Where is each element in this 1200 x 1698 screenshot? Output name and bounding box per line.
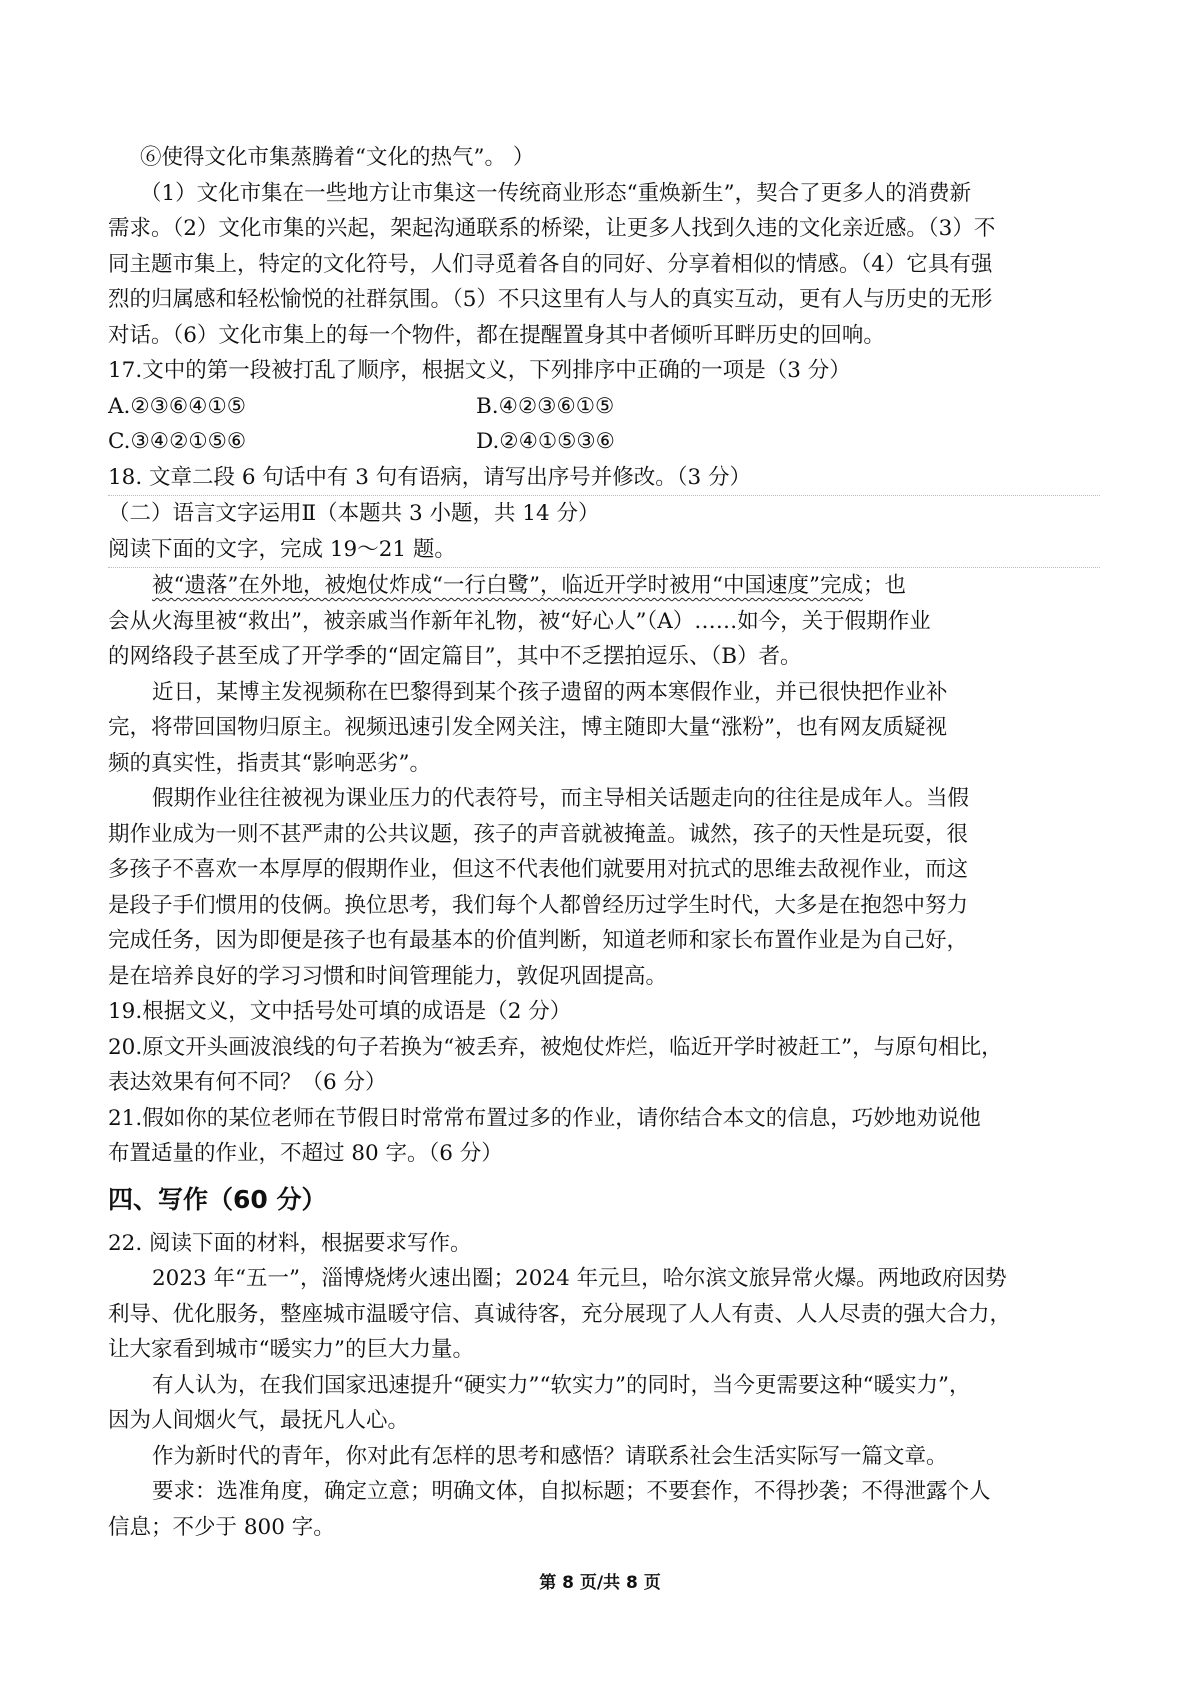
question-19: 19.根据文义，文中括号处可填的成语是（2 分） bbox=[108, 999, 572, 1024]
option-d: D.②④①⑤③⑥ bbox=[476, 429, 615, 454]
passage2-line: 期作业成为一则不甚严肃的公共议题，孩子的声音就被掩盖。诚然，孩子的天性是玩耍，很 bbox=[108, 821, 969, 847]
passage1-line: 同主题市集上，特定的文化符号，人们寻觅着各自的同好、分享着相似的情感。（4）它具有强 bbox=[108, 251, 993, 277]
passage2-line: 频的真实性，指责其“影响恶劣”。 bbox=[108, 750, 431, 776]
writing-material-line: 有人认为，在我们国家迅速提升“硬实力”“软实力”的同时，当今更需要这种“暖实力”， bbox=[152, 1372, 971, 1398]
writing-requirements-cont: 信息；不少于 800 字。 bbox=[108, 1514, 335, 1540]
writing-prompt: 作为新时代的青年，你对此有怎样的思考和感悟？请联系社会生活实际写一篇文章。 bbox=[152, 1443, 948, 1469]
passage2-line: 会从火海里被“救出”，被亲戚当作新年礼物，被“好心人”（A）……如今，关于假期作业 bbox=[108, 608, 931, 634]
passage2-paragraph1-line1 bbox=[108, 568, 1100, 604]
writing-material-line: 2023 年“五一”，淄博烧烤火速出圈；2024 年元旦，哈尔滨文旅异常火爆。两地政府因势 bbox=[152, 1266, 1007, 1291]
question-17-options-row bbox=[108, 424, 1100, 460]
page-number: 第 8 页/共 8 页 bbox=[539, 1573, 661, 1593]
passage1-line: 对话。（6）文化市集上的每一个物件，都在提醒置身其中者倾听耳畔历史的回响。 bbox=[108, 322, 885, 348]
section4-heading: 四、写作（60 分） bbox=[108, 1184, 327, 1214]
question-17-options-row bbox=[108, 389, 1100, 425]
passage2-line: 完，将带回国物归原主。视频迅速引发全网关注，博主随即大量“涨粉”，也有网友质疑视 bbox=[108, 715, 947, 740]
question-20-cont: 表达效果有何不同？（6 分） bbox=[108, 1070, 387, 1095]
passage1-item6: ⑥使得文化市集蒸腾着“文化的热气”。 ） bbox=[140, 145, 535, 170]
passage2-line: 是在培养良好的学习习惯和时间管理能力，敦促巩固提高。 bbox=[108, 963, 668, 989]
writing-material-line: 让大家看到城市“暖实力”的巨大力量。 bbox=[108, 1337, 474, 1362]
question-21-cont: 布置适量的作业，不超过 80 字。（6 分） bbox=[108, 1141, 503, 1166]
writing-material-line: 因为人间烟火气，最抚凡人心。 bbox=[108, 1408, 410, 1433]
passage2-line: 的网络段子甚至成了开学季的“固定篇目”，其中不乏摆拍逗乐、（B）者。 bbox=[108, 644, 802, 669]
writing-material-line: 利导、优化服务，整座城市温暖守信、真诚待客，充分展现了人人有责、人人尽责的强大合力， bbox=[108, 1301, 1012, 1327]
passage2-text: ；也 bbox=[862, 573, 906, 598]
question-17-stem: 17.文中的第一段被打乱了顺序，根据文义，下列排序中正确的一项是（3 分） bbox=[108, 358, 851, 383]
question-18: 18. 文章二段 6 句话中有 3 句有语病，请写出序号并修改。（3 分） bbox=[108, 464, 751, 490]
question-20: 20.原文开头画波浪线的句子若换为“被丢弃，被炮仗炸烂，临近开学时被赶工”，与原句相比， bbox=[108, 1034, 1003, 1060]
passage2-line: 完成任务，因为即便是孩子也有最基本的价值判断，知道老师和家长布置作业是为自己好， bbox=[108, 928, 969, 953]
part2-heading: （二）语言文字运用Ⅱ（本题共 3 小题，共 14 分） bbox=[108, 495, 1100, 532]
question-22: 22. 阅读下面的材料，根据要求写作。 bbox=[108, 1230, 472, 1256]
passage2-line: 多孩子不喜欢一本厚厚的假期作业，但这不代表他们就要用对抗式的思维去敌视作业，而这 bbox=[108, 857, 969, 882]
passage2-line: 是段子手们惯用的伎俩。换位思考，我们每个人都曾经历过学生时代，大多是在抱怨中努力 bbox=[108, 892, 969, 918]
part2-instruction: 阅读下面的文字，完成 19～21 题。 bbox=[108, 532, 1100, 569]
option-c: C.③④②①⑤⑥ bbox=[108, 429, 247, 454]
page-content bbox=[108, 140, 1100, 1545]
option-a: A.②③⑥④①⑤ bbox=[108, 393, 247, 419]
passage1-line: 需求。（2）文化市集的兴起，架起沟通联系的桥梁，让更多人找到久违的文化亲近感。（3）不 bbox=[108, 216, 996, 241]
writing-requirements: 要求：选准角度，确定立意；明确文体，自拟标题；不要套作，不得抄袭；不得泄露个人 bbox=[152, 1479, 991, 1504]
question-21: 21.假如你的某位老师在节假日时常常布置过多的作业，请你结合本文的信息，巧妙地劝说他 bbox=[108, 1105, 981, 1131]
passage1-line: 烈的归属感和轻松愉悦的社群氛围。（5）不只这里有人与人的真实互动，更有人与历史的无形 bbox=[108, 287, 993, 312]
passage1-line: （1）文化市集在一些地方让市集这一传统商业形态“重焕新生”，契合了更多人的消费新 bbox=[140, 180, 972, 206]
passage2-line: 假期作业往往被视为课业压力的代表符号，而主导相关话题走向的往往是成年人。当假 bbox=[152, 786, 970, 811]
option-b: B.④②③⑥①⑤ bbox=[476, 393, 615, 419]
passage2-line: 近日，某博主发视频称在巴黎得到某个孩子遗留的两本寒假作业，并已很快把作业补 bbox=[152, 679, 948, 705]
wavy-underlined-sentence: 被“遗落”在外地，被炮仗炸成“一行白鹭”，临近开学时被用“中国速度”完成 bbox=[152, 573, 863, 598]
